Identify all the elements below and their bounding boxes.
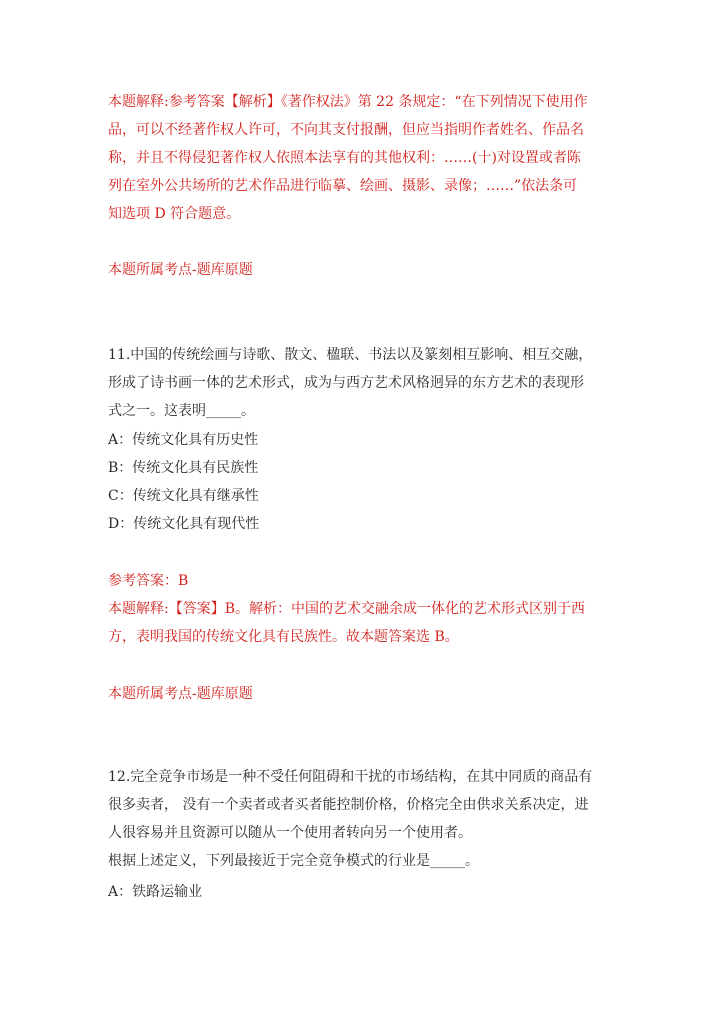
q10-explanation-line-3: 称，并且不得侵犯著作权人依照本法享有的其他权利：……(十)对设置或者陈 xyxy=(108,150,581,166)
q11-stem-line-2: 形成了诗书画一体的艺术形式，成为与西方艺术风格迥异的东方艺术的表现形 xyxy=(108,375,584,391)
q12-option-a: A：铁路运输业 xyxy=(108,884,203,900)
q12-stem-line-2: 很多卖者， 没有一个卖者或者买者能控制价格，价格完全由供求关系决定，进 xyxy=(108,797,589,813)
q11-source-label: 本题所属考点-题库原题 xyxy=(108,686,253,702)
q11-option-d: D：传统文化具有现代性 xyxy=(108,516,260,532)
q11-option-c: C：传统文化具有继承性 xyxy=(108,488,259,504)
q11-stem-line-3: 式之一。这表明_____。 xyxy=(108,403,255,419)
q10-explanation-line-2: 品，可以不经著作权人许可，不向其支付报酬，但应当指明作者姓名、作品名 xyxy=(108,122,584,138)
q10-explanation-line-5: 知选项 D 符合题意。 xyxy=(108,206,241,222)
q12-stem-line-4: 根据上述定义，下列最接近于完全竞争模式的行业是_____。 xyxy=(108,853,479,869)
q10-source-label: 本题所属考点-题库原题 xyxy=(108,262,253,278)
q11-option-b: B：传统文化具有民族性 xyxy=(108,460,259,476)
q11-stem-line-1: 11.中国的传统绘画与诗歌、散文、楹联、书法以及篆刻相互影响、相互交融， xyxy=(108,347,593,363)
q11-answer: 参考答案：B xyxy=(108,573,189,589)
q11-explanation-line-2: 方，表明我国的传统文化具有民族性。故本题答案选 B。 xyxy=(108,629,459,645)
q12-stem-line-3: 人很容易并且资源可以随从一个使用者转向另一个使用者。 xyxy=(108,825,472,841)
q11-option-a: A：传统文化具有历史性 xyxy=(108,432,259,448)
q10-explanation-line-4: 列在室外公共场所的艺术作品进行临摹、绘画、摄影、录像；……”依法条可 xyxy=(108,178,578,194)
q12-stem-line-1: 12.完全竞争市场是一种不受任何阻碍和干扰的市场结构，在其中同质的商品有 xyxy=(108,769,593,785)
q11-explanation-line-1: 本题解释:【答案】B。解析：中国的艺术交融余成一体化的艺术形式区别于西 xyxy=(108,601,586,617)
q10-explanation-line-1: 本题解释:参考答案【解析】《著作权法》第 22 条规定：“在下列情况下使用作 xyxy=(108,94,588,110)
